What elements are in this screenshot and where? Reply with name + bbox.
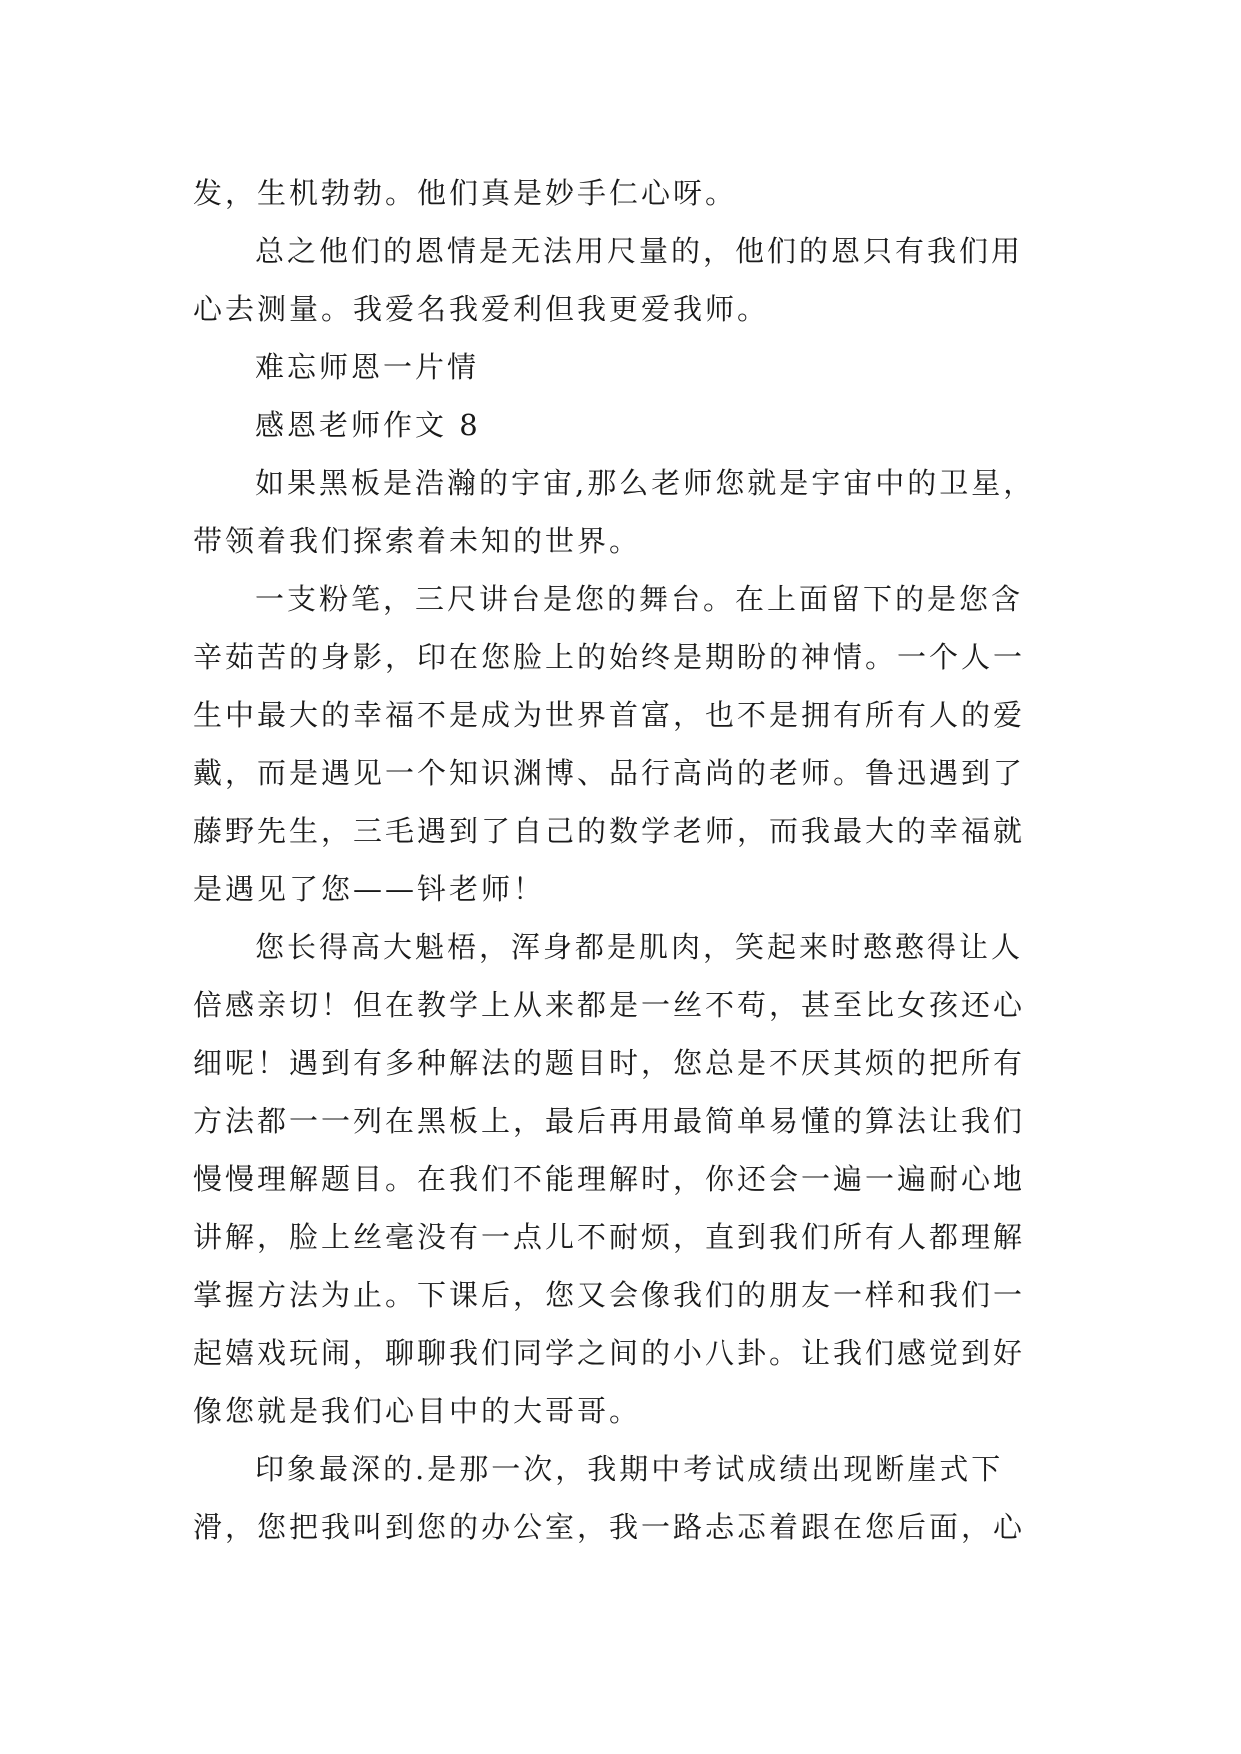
text-line: 慢慢理解题目。在我们不能理解时，你还会一遍一遍耐心地 xyxy=(193,1162,1026,1196)
text-line: 生中最大的幸福不是成为世界首富，也不是拥有所有人的爱 xyxy=(193,698,1026,732)
text-line: 一支粉笔，三尺讲台是您的舞台。在上面留下的是您含 xyxy=(255,582,1024,616)
text-line: 滑，您把我叫到您的办公室，我一路忐忑着跟在您后面，心 xyxy=(193,1510,1026,1544)
text-line: 方法都一一列在黑板上，最后再用最简单易懂的算法让我们 xyxy=(193,1104,1026,1138)
text-line: 心去测量。我爱名我爱利但我更爱我师。 xyxy=(193,292,770,326)
text-line: 像您就是我们心目中的大哥哥。 xyxy=(193,1394,642,1428)
text-line: 难忘师恩一片情 xyxy=(255,350,480,384)
text-line: 辛茹苦的身影，印在您脸上的始终是期盼的神情。一个人一 xyxy=(193,640,1026,674)
text-line: 您长得高大魁梧，浑身都是肌肉，笑起来时憨憨得让人 xyxy=(255,930,1024,964)
text-line: 戴，而是遇见一个知识渊博、品行高尚的老师。鲁迅遇到了 xyxy=(193,756,1026,790)
text-line: 藤野先生，三毛遇到了自己的数学老师，而我最大的幸福就 xyxy=(193,814,1026,848)
text-line: 是遇见了您——钭老师！ xyxy=(193,872,546,906)
text-line: 如果黑板是浩瀚的宇宙,那么老师您就是宇宙中的卫星， xyxy=(255,466,1036,500)
text-line: 总之他们的恩情是无法用尺量的，他们的恩只有我们用 xyxy=(255,234,1024,268)
text-line: 起嬉戏玩闹，聊聊我们同学之间的小八卦。让我们感觉到好 xyxy=(193,1336,1026,1370)
document-body xyxy=(193,164,1059,1556)
text-line: 掌握方法为止。下课后，您又会像我们的朋友一样和我们一 xyxy=(193,1278,1026,1312)
text-line: 感恩老师作文 8 xyxy=(255,408,481,442)
text-line: 讲解，脸上丝毫没有一点儿不耐烦，直到我们所有人都理解 xyxy=(193,1220,1026,1254)
text-line: 倍感亲切！但在教学上从来都是一丝不苟，甚至比女孩还心 xyxy=(193,988,1026,1022)
text-line: 带领着我们探索着未知的世界。 xyxy=(193,524,642,558)
text-line: 细呢！遇到有多种解法的题目时，您总是不厌其烦的把所有 xyxy=(193,1046,1026,1080)
text-line: 印象最深的.是那一次，我期中考试成绩出现断崖式下 xyxy=(255,1452,1004,1486)
text-line: 发，生机勃勃。他们真是妙手仁心呀。 xyxy=(193,176,738,210)
